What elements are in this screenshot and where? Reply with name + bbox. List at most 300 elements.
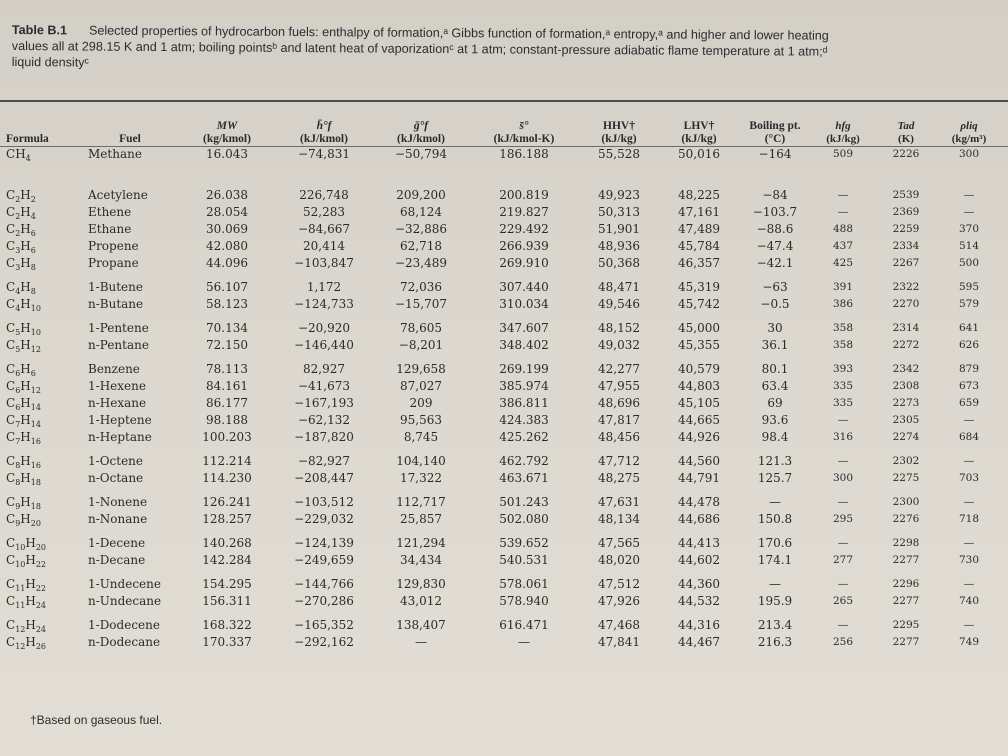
rho-cell <box>938 238 1000 279</box>
mw-value: 98.188 <box>206 413 248 427</box>
gf-value: — <box>415 635 427 649</box>
fuel-name: Methane <box>88 147 142 161</box>
table-caption <box>12 22 997 77</box>
hfg-value: — <box>837 414 849 426</box>
table-row-group <box>0 617 1000 658</box>
rho-value: 740 <box>958 595 980 607</box>
tad-cell <box>874 494 938 535</box>
hf-value: −167,193 <box>294 396 354 410</box>
s-value: 385.974 <box>499 379 549 393</box>
tad-value: 2302 <box>892 455 920 467</box>
formula-element: H <box>20 362 31 376</box>
formula-element: H <box>20 471 31 485</box>
fuel-name-cell <box>82 617 178 658</box>
gf-value: 72,036 <box>400 280 442 294</box>
tad-cell <box>874 187 938 238</box>
hfg-value: 391 <box>832 281 854 293</box>
hhv-value: 47,817 <box>598 413 640 427</box>
hhv-value: 47,565 <box>598 536 640 550</box>
fuel-name: 1-Heptene <box>88 413 152 427</box>
lhv-value: 44,360 <box>678 577 720 591</box>
tad-cell <box>874 146 938 187</box>
lhv-value: 45,000 <box>678 321 720 335</box>
fuel-name: Ethene <box>88 205 132 219</box>
bp-value: 80.1 <box>761 362 789 376</box>
hfg-value: 425 <box>832 257 854 269</box>
mw-cell <box>178 453 276 494</box>
formula-subscript: 11 <box>15 601 26 610</box>
s-value: 347.607 <box>499 321 549 335</box>
formula-element: C <box>6 512 16 526</box>
s-value: 348.402 <box>499 338 549 352</box>
formula-element: C <box>6 222 16 236</box>
formula-element: H <box>20 321 31 335</box>
tad-value: 2308 <box>892 380 920 392</box>
hf-value: −82,927 <box>297 454 351 468</box>
bp-value: 69 <box>767 396 783 410</box>
bp-cell <box>738 535 812 576</box>
chemical-formula <box>6 576 82 593</box>
caption-line-3: liquid densityᶜ <box>11 54 90 70</box>
hhv-value: 48,134 <box>598 512 640 526</box>
fuel-name: Ethane <box>88 222 132 236</box>
table-top-rule <box>0 100 1008 102</box>
mw-value: 156.311 <box>202 594 252 608</box>
fuel-name: n-Undecane <box>88 594 162 608</box>
hfg-value: — <box>837 189 849 201</box>
lhv-value: 46,357 <box>678 256 720 270</box>
chemical-formula <box>6 279 82 296</box>
mw-value: 170.337 <box>202 635 252 649</box>
tad-value: 2275 <box>892 472 920 484</box>
formula-subscript: 2 <box>30 195 36 204</box>
hfg-cell <box>812 187 874 238</box>
bp-value: 195.9 <box>757 594 793 608</box>
fuel-name-cell <box>82 146 178 187</box>
hfg-value: 316 <box>832 431 854 443</box>
s-cell <box>470 320 578 361</box>
chemical-formula <box>6 238 82 255</box>
header-mw: MW (kg/kmol) <box>203 120 251 145</box>
hhv-value: 48,456 <box>598 430 640 444</box>
hhv-cell <box>578 576 660 617</box>
hf-value: −249,659 <box>294 553 354 567</box>
table-row-group <box>0 576 1000 617</box>
hf-value: −103,847 <box>294 256 354 270</box>
tad-value: 2277 <box>892 554 920 566</box>
formula-element: H <box>20 495 31 509</box>
s-value: 539.652 <box>499 536 549 550</box>
s-cell <box>470 361 578 412</box>
hf-value: 226,748 <box>299 188 349 202</box>
bp-value: 93.6 <box>761 413 789 427</box>
hf-value: 52,283 <box>303 205 345 219</box>
bp-cell <box>738 453 812 494</box>
lhv-value: 44,478 <box>678 495 720 509</box>
bp-cell <box>738 320 812 361</box>
lhv-cell <box>660 617 738 658</box>
s-value: 462.792 <box>499 454 549 468</box>
chemical-formula <box>6 378 82 395</box>
fuel-name-cell <box>82 576 178 617</box>
tad-cell <box>874 279 938 320</box>
s-cell <box>470 535 578 576</box>
formula-subscript: 2 <box>15 195 21 204</box>
bp-cell <box>738 146 812 187</box>
fuel-name: 1-Octene <box>88 454 144 468</box>
formula-element: C <box>6 536 16 550</box>
s-cell <box>470 146 578 187</box>
formula-element: C <box>6 495 16 509</box>
rho-value: — <box>963 189 975 201</box>
formula-subscript: 18 <box>30 478 41 487</box>
tad-cell <box>874 617 938 658</box>
table-row-group <box>0 535 1000 576</box>
formula-subscript: 10 <box>30 328 41 337</box>
fuel-name-cell <box>82 535 178 576</box>
bp-cell <box>738 494 812 535</box>
formula-element: C <box>6 413 16 427</box>
mw-value: 114.230 <box>202 471 252 485</box>
table-row-group <box>0 187 1000 238</box>
s-cell <box>470 238 578 279</box>
bp-value: −0.5 <box>760 297 790 311</box>
tad-value: 2259 <box>892 223 920 235</box>
tad-value: 2539 <box>892 189 920 201</box>
hhv-cell <box>578 494 660 535</box>
hfg-cell <box>812 617 874 658</box>
s-value: 310.034 <box>499 297 549 311</box>
hf-value: 82,927 <box>303 362 345 376</box>
formula-element: H <box>20 239 31 253</box>
hhv-cell <box>578 279 660 320</box>
hhv-value: 48,275 <box>598 471 640 485</box>
rho-value: 659 <box>958 397 980 409</box>
hf-cell <box>276 494 372 535</box>
hhv-value: 48,696 <box>598 396 640 410</box>
gf-value: −8,201 <box>398 338 444 352</box>
hhv-value: 48,936 <box>598 239 640 253</box>
formula-element: C <box>6 147 16 161</box>
fuel-name: n-Hexane <box>88 396 147 410</box>
fuel-name: n-Heptane <box>88 430 152 444</box>
tad-value: 2273 <box>892 397 920 409</box>
formula-subscript: 8 <box>15 478 21 487</box>
rho-cell <box>938 535 1000 576</box>
hhv-value: 47,512 <box>598 577 640 591</box>
mw-value: 30.069 <box>206 222 248 236</box>
chemical-formula <box>6 204 82 221</box>
header-boiling-point: Boiling pt. (°C) <box>749 120 801 145</box>
formula-element: H <box>20 454 31 468</box>
gf-value: 25,857 <box>400 512 442 526</box>
gf-value: 209 <box>409 396 433 410</box>
tad-value: 2296 <box>892 578 920 590</box>
formula-element: C <box>6 553 16 567</box>
hfg-cell <box>812 279 874 320</box>
fuel-name-cell <box>82 320 178 361</box>
s-value: 266.939 <box>499 239 549 253</box>
fuel-name-cell <box>82 187 178 238</box>
formula-element: C <box>6 577 16 591</box>
mw-value: 44.096 <box>206 256 248 270</box>
lhv-value: 44,926 <box>678 430 720 444</box>
lhv-value: 44,532 <box>678 594 720 608</box>
rho-value: 514 <box>958 240 980 252</box>
lhv-value: 48,225 <box>678 188 720 202</box>
chemical-formula <box>6 221 82 238</box>
gf-cell <box>372 535 470 576</box>
tad-value: 2298 <box>892 537 920 549</box>
formula-subscript: 10 <box>15 543 26 552</box>
lhv-cell <box>660 361 738 412</box>
formula-element: H <box>25 618 36 632</box>
rho-value: 370 <box>958 223 980 235</box>
formula-cell <box>0 576 82 617</box>
gf-value: 138,407 <box>396 618 446 632</box>
mw-value: 84.161 <box>206 379 248 393</box>
s-value: 502.080 <box>499 512 549 526</box>
gf-value: 78,605 <box>400 321 442 335</box>
gf-value: 62,718 <box>400 239 442 253</box>
hf-value: −270,286 <box>294 594 354 608</box>
bp-value: 170.6 <box>757 536 793 550</box>
rho-value: 673 <box>958 380 980 392</box>
hfg-value: 488 <box>832 223 854 235</box>
hf-value: 1,172 <box>306 280 342 294</box>
hfg-value: 300 <box>832 472 854 484</box>
header-hhv: HHV† (kJ/kg) <box>601 120 637 145</box>
formula-subscript: 2 <box>15 212 21 221</box>
formula-subscript: 8 <box>15 461 21 470</box>
formula-cell <box>0 238 82 279</box>
hhv-cell <box>578 361 660 412</box>
bp-value: −84 <box>762 188 788 202</box>
rho-value: 879 <box>958 363 980 375</box>
fuel-name: 1-Dodecene <box>88 618 160 632</box>
table-row-group <box>0 320 1000 361</box>
formula-subscript: 8 <box>30 263 36 272</box>
fuel-properties-table <box>0 104 1000 658</box>
lhv-value: 44,602 <box>678 553 720 567</box>
gf-cell <box>372 412 470 453</box>
gf-cell <box>372 320 470 361</box>
hhv-value: 50,368 <box>598 256 640 270</box>
rho-value: 718 <box>958 513 980 525</box>
header-gibbs: ḡ°f (kJ/kmol) <box>397 120 445 145</box>
gf-value: 104,140 <box>396 454 446 468</box>
fuel-name: 1-Hexene <box>88 379 146 393</box>
hhv-cell <box>578 187 660 238</box>
hfg-cell <box>812 535 874 576</box>
formula-element: H <box>20 338 31 352</box>
formula-subscript: 24 <box>35 625 47 634</box>
chemical-formula <box>6 453 82 470</box>
table-body <box>0 146 1000 658</box>
s-value: 425.262 <box>499 430 549 444</box>
formula-subscript: 12 <box>30 386 41 395</box>
fuel-name: 1-Decene <box>88 536 146 550</box>
formula-element: C <box>6 256 16 270</box>
hhv-value: 47,955 <box>598 379 640 393</box>
hhv-value: 48,152 <box>598 321 640 335</box>
chemical-formula <box>6 429 82 446</box>
formula-element: C <box>6 321 16 335</box>
hfg-value: 335 <box>832 397 854 409</box>
hf-value: −208,447 <box>294 471 354 485</box>
formula-element: H <box>20 222 31 236</box>
tad-value: 2369 <box>892 206 920 218</box>
lhv-value: 45,742 <box>678 297 720 311</box>
hf-value: −165,352 <box>294 618 354 632</box>
rho-value: — <box>963 455 975 467</box>
chemical-formula <box>6 395 82 412</box>
formula-element: C <box>6 280 16 294</box>
gf-value: 8,745 <box>403 430 439 444</box>
formula-element: C <box>6 454 16 468</box>
lhv-value: 44,803 <box>678 379 720 393</box>
s-value: 540.531 <box>499 553 549 567</box>
rho-cell <box>938 494 1000 535</box>
rho-value: — <box>963 496 975 508</box>
fuel-name: n-Octane <box>88 471 144 485</box>
bp-value: 30 <box>767 321 783 335</box>
chemical-formula <box>6 361 82 378</box>
hfg-cell <box>812 494 874 535</box>
lhv-value: 47,161 <box>678 205 720 219</box>
fuel-name: Acetylene <box>88 188 148 202</box>
rho-value: 730 <box>958 554 980 566</box>
bp-value: −47.4 <box>756 239 794 253</box>
rho-value: 595 <box>958 281 980 293</box>
hfg-value: 256 <box>832 636 854 648</box>
hhv-value: 47,631 <box>598 495 640 509</box>
bp-value: 174.1 <box>757 553 793 567</box>
fuel-name: 1-Butene <box>88 280 143 294</box>
fuel-name: 1-Pentene <box>88 321 149 335</box>
bp-value: −88.6 <box>756 222 794 236</box>
hf-value: −146,440 <box>294 338 354 352</box>
rho-cell <box>938 187 1000 238</box>
hfg-cell <box>812 576 874 617</box>
lhv-cell <box>660 494 738 535</box>
fuel-name: Propene <box>88 239 139 253</box>
hhv-cell <box>578 146 660 187</box>
hhv-value: 48,020 <box>598 553 640 567</box>
hf-cell <box>276 146 372 187</box>
fuel-name: n-Pentane <box>88 338 149 352</box>
lhv-cell <box>660 453 738 494</box>
s-value: 501.243 <box>499 495 549 509</box>
formula-cell <box>0 535 82 576</box>
rho-value: 703 <box>958 472 980 484</box>
formula-cell <box>0 453 82 494</box>
chemical-formula <box>6 337 82 354</box>
s-value: — <box>518 635 530 649</box>
tad-value: 2322 <box>892 281 920 293</box>
table-row-group <box>0 361 1000 412</box>
bp-value: −42.1 <box>756 256 794 270</box>
chemical-formula <box>6 617 82 634</box>
gf-cell <box>372 146 470 187</box>
tad-value: 2226 <box>892 148 920 160</box>
hf-value: 20,414 <box>303 239 345 253</box>
lhv-value: 45,105 <box>678 396 720 410</box>
rho-cell <box>938 146 1000 187</box>
formula-subscript: 11 <box>15 584 26 593</box>
hhv-cell <box>578 617 660 658</box>
formula-element: C <box>6 594 16 608</box>
chemical-formula <box>6 187 82 204</box>
lhv-cell <box>660 535 738 576</box>
formula-subscript: 8 <box>30 287 36 296</box>
table-row-group <box>0 279 1000 320</box>
mw-value: 154.295 <box>202 577 252 591</box>
formula-element: H <box>20 256 31 270</box>
rho-value: 300 <box>958 148 980 160</box>
hfg-value: 265 <box>832 595 854 607</box>
formula-subscript: 14 <box>30 403 41 412</box>
hf-value: −62,132 <box>297 413 351 427</box>
mw-cell <box>178 576 276 617</box>
formula-subscript: 10 <box>15 560 26 569</box>
hhv-value: 42,277 <box>598 362 640 376</box>
s-cell <box>470 187 578 238</box>
hfg-cell <box>812 412 874 453</box>
tad-cell <box>874 453 938 494</box>
fuel-name: n-Decane <box>88 553 146 567</box>
formula-subscript: 20 <box>35 543 47 552</box>
hhv-value: 49,546 <box>598 297 640 311</box>
formula-subscript: 12 <box>15 625 26 634</box>
formula-element: C <box>6 297 16 311</box>
hfg-value: 386 <box>832 298 854 310</box>
tad-value: 2334 <box>892 240 920 252</box>
rho-cell <box>938 412 1000 453</box>
hfg-cell <box>812 361 874 412</box>
gf-value: 43,012 <box>400 594 442 608</box>
rho-value: 626 <box>958 339 980 351</box>
hhv-cell <box>578 320 660 361</box>
fuel-name-cell <box>82 238 178 279</box>
lhv-cell <box>660 187 738 238</box>
hf-cell <box>276 412 372 453</box>
gf-value: 129,830 <box>396 577 446 591</box>
hf-value: −144,766 <box>294 577 354 591</box>
formula-subscript: 14 <box>30 420 41 429</box>
formula-element: H <box>25 635 36 649</box>
formula-subscript: 3 <box>15 246 21 255</box>
formula-subscript: 10 <box>30 304 41 313</box>
bp-cell <box>738 238 812 279</box>
formula-element: C <box>6 430 16 444</box>
gf-cell <box>372 279 470 320</box>
rho-value: 500 <box>958 257 980 269</box>
chemical-formula <box>6 296 82 313</box>
header-enthalpy: h̄°f (kJ/kmol) <box>300 120 348 145</box>
header-row <box>0 104 1000 146</box>
mw-value: 58.123 <box>206 297 248 311</box>
mw-value: 128.257 <box>202 512 252 526</box>
fuel-name: n-Nonane <box>88 512 148 526</box>
formula-cell <box>0 494 82 535</box>
formula-subscript: 6 <box>15 403 21 412</box>
s-value: 424.383 <box>499 413 549 427</box>
s-value: 578.061 <box>499 577 549 591</box>
formula-subscript: 5 <box>15 328 21 337</box>
hhv-value: 47,712 <box>598 454 640 468</box>
lhv-value: 44,686 <box>678 512 720 526</box>
